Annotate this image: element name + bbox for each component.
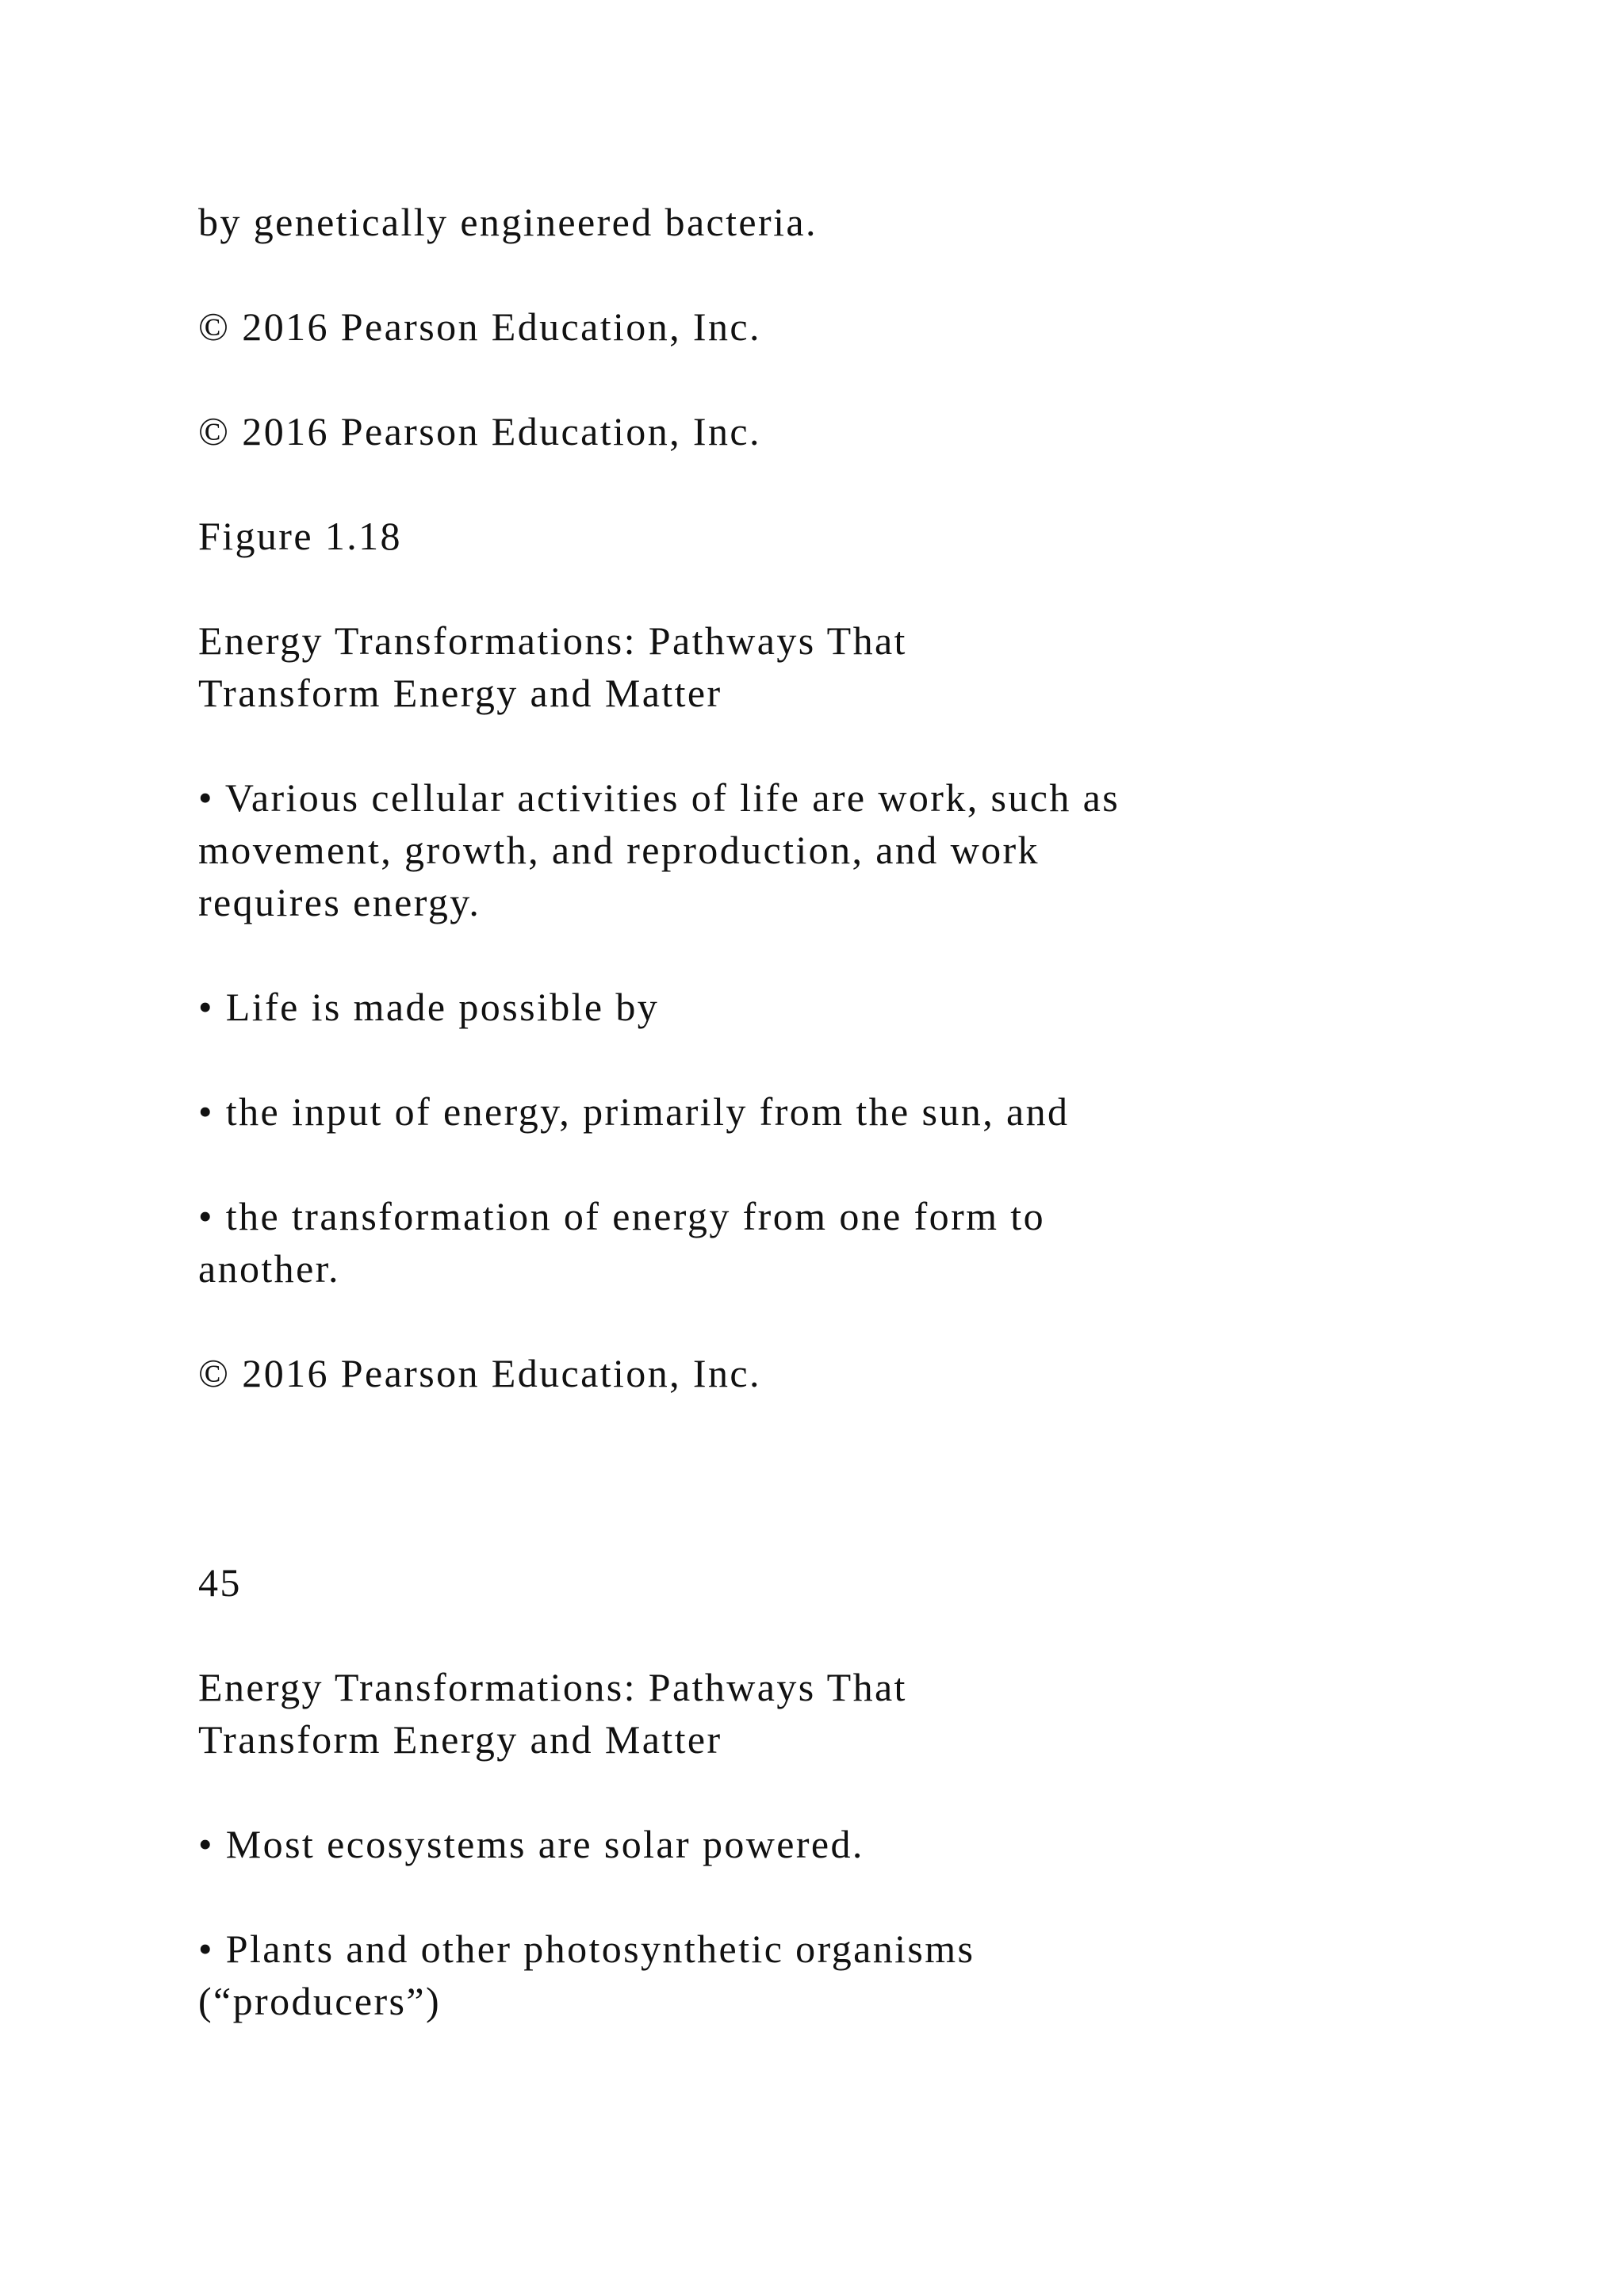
bullet-item: • Plants and other photosynthetic organisms xyxy=(198,1927,975,1971)
section-heading: Energy Transformations: Pathways That xyxy=(198,618,907,663)
section-heading-continued: Transform Energy and Matter xyxy=(198,1717,722,1762)
bullet-item-continued: movement, growth, and reproduction, and work xyxy=(198,828,1040,872)
copyright-line: © 2016 Pearson Education, Inc. xyxy=(198,409,761,453)
bullet-item: • the transformation of energy from one form to xyxy=(198,1194,1045,1238)
bullet-item: • Various cellular activities of life are work, such as xyxy=(198,775,1120,820)
bullet-item-continued: another. xyxy=(198,1246,340,1291)
section-heading: Energy Transformations: Pathways That xyxy=(198,1665,907,1709)
section-heading-continued: Transform Energy and Matter xyxy=(198,671,722,715)
copyright-line: © 2016 Pearson Education, Inc. xyxy=(198,1351,761,1395)
bullet-item: • the input of energy, primarily from the sun, and xyxy=(198,1089,1070,1134)
copyright-line: © 2016 Pearson Education, Inc. xyxy=(198,304,761,349)
bullet-item: • Most ecosystems are solar powered. xyxy=(198,1822,864,1866)
slide-number: 45 xyxy=(198,1560,242,1605)
bullet-item-continued: (“producers”) xyxy=(198,1979,442,2023)
text-line-bacteria: by genetically engineered bacteria. xyxy=(198,200,818,244)
bullet-item: • Life is made possible by xyxy=(198,985,660,1029)
figure-caption: Figure 1.18 xyxy=(198,514,402,558)
bullet-item-continued: requires energy. xyxy=(198,880,481,924)
